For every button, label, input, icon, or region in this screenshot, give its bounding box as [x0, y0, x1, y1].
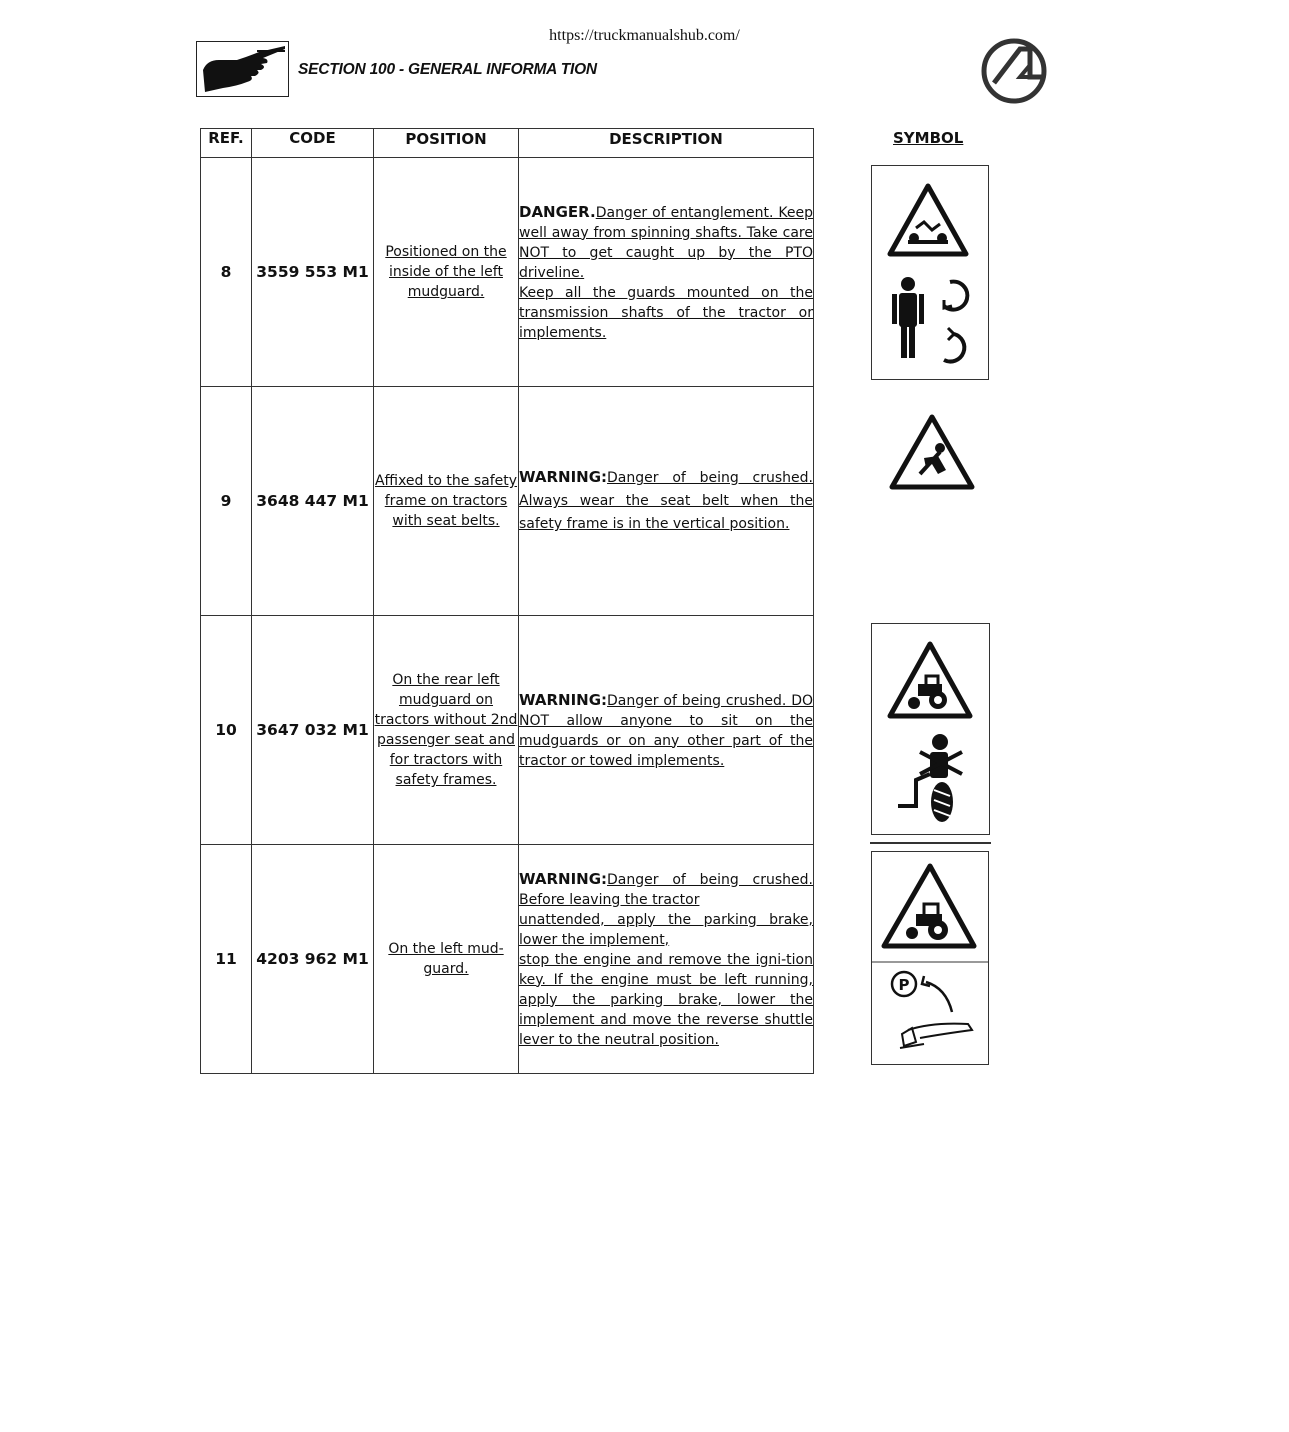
row-lead: WARNING:: [519, 468, 608, 486]
page-url: https://truckmanualshub.com/: [549, 27, 740, 44]
no-riding-mudguard-icon: [898, 734, 962, 822]
row-ref: 9: [201, 387, 252, 616]
table-row: [201, 387, 814, 616]
row-description: [519, 845, 814, 1074]
table-row: [201, 845, 814, 1074]
symbol-divider: [870, 842, 991, 844]
svg-text:P: P: [898, 976, 910, 994]
row-description-text: Danger of being crushed. Always wear the seat belt when the safety frame is in the vertical position.: [519, 470, 813, 532]
row-description-text: Danger of being crushed. DO NOT allow anyone to sit on the mudguards or on any other part of the tractor or towed implements.: [519, 692, 813, 769]
parking-brake-icon: [892, 972, 952, 1012]
row-description-text-2: unattended, apply the parking brake, lower the implement,: [519, 911, 813, 948]
row-description-text: Danger of entanglement. Keep well away from spinning shafts. Take care NOT to get caught up by the PTO driveline.: [519, 204, 813, 281]
row-code: 3559 553 M1: [252, 158, 374, 387]
brand-logo-icon: [980, 37, 1048, 105]
table-header-row: [201, 129, 814, 158]
col-position-header: POSITION: [374, 129, 519, 158]
col-ref-header: REF.: [201, 129, 252, 158]
row-position: [374, 387, 519, 616]
row-ref: 8: [201, 158, 252, 387]
symbol-heading: SYMBOL: [893, 129, 964, 147]
row-position-text: Positioned on the inside of the left mudguard.: [385, 244, 507, 300]
row-code: 3648 447 M1: [252, 387, 374, 616]
row-position: [374, 616, 519, 845]
row-description-text: Danger of being crushed. Before leaving the tractor: [519, 871, 813, 908]
row-code: 3647 032 M1: [252, 616, 374, 845]
row-lead: WARNING:: [519, 869, 608, 888]
tractor-warning-icon: [890, 644, 970, 716]
row-ref: 11: [201, 845, 252, 1074]
symbol-row-11: [871, 851, 989, 1065]
section-title: SECTION 100 - GENERAL INFORMA TION: [298, 61, 597, 78]
row-description-text-2: Keep all the guards mounted on the transmission shafts of the tractor or implements.: [519, 284, 813, 341]
row-position-text: On the left mud-guard.: [388, 941, 504, 977]
brake-lever-icon: [900, 1024, 972, 1048]
row-position-text: On the rear left mudguard on tractors without 2nd passenger seat and for tractors with safety frames.: [374, 672, 518, 788]
row-description-text-3: stop the engine and remove the igni-tion key. If the engine must be left running, apply the parking brake, lower the implement and move the reverse shuttle lever to the neutral position.: [519, 951, 813, 1048]
crush-warning-icon: [886, 412, 978, 492]
entanglement-warning-icon: [890, 186, 966, 254]
decal-table: [200, 128, 814, 1074]
row-description: [519, 158, 814, 387]
row-ref: 10: [201, 616, 252, 845]
row-position: [374, 158, 519, 387]
row-lead: DANGER.: [519, 202, 596, 221]
col-code-header: CODE: [252, 129, 374, 158]
row-position-text: Affixed to the safety frame on tractors with seat belts.: [374, 473, 518, 529]
table-row: [201, 616, 814, 845]
tractor-warning-icon: [884, 866, 974, 946]
row-description: [519, 616, 814, 845]
row-lead: WARNING:: [519, 690, 608, 709]
spinning-shaft-icon: [892, 277, 967, 362]
row-code: 4203 962 M1: [252, 845, 374, 1074]
symbol-row-10: [871, 623, 990, 835]
table-row: [201, 158, 814, 387]
row-position: [374, 845, 519, 1074]
symbol-row-8: [871, 165, 989, 380]
row-description: [519, 387, 814, 616]
hand-pointing-icon: [196, 41, 289, 97]
col-description-header: DESCRIPTION: [519, 129, 814, 158]
